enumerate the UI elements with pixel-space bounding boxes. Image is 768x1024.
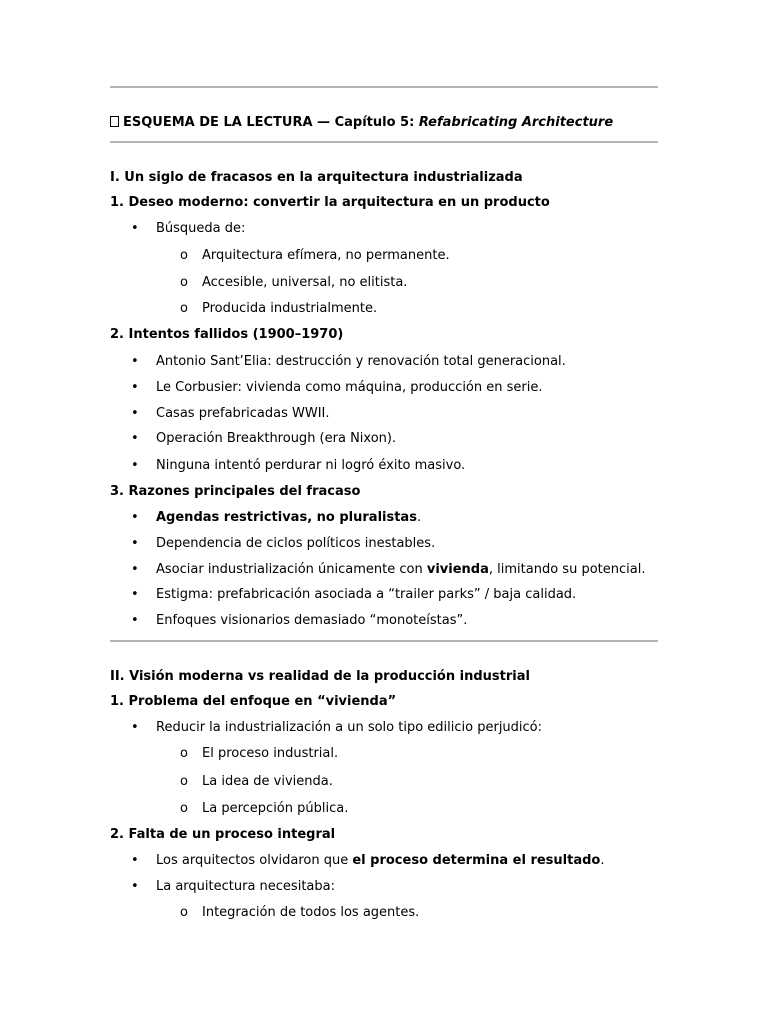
title-divider [110, 141, 658, 143]
subsection-heading: 3. Razones principales del fracaso [110, 484, 361, 499]
bullet-marker: • [131, 431, 139, 446]
subitem-marker: o [180, 801, 188, 816]
bullet-marker: • [131, 510, 139, 525]
top-divider [110, 86, 658, 88]
bullet-marker: • [131, 536, 139, 551]
subitem-marker: o [180, 774, 188, 789]
bullet-marker: • [131, 221, 139, 236]
document-page: ESQUEMA DE LA LECTURA — Capítulo 5: Refabricating Architecture I. Un siglo de fracasos en la arquitectura industrializada 1. Deseo moderno: convertir la arquitectura en un producto • Búsqueda de: o Arquitectura efímera, no permanente. o Accesible, universal, no elitista. o Producida industrialmente. 2. Intentos fallidos (1900–1970) • Antonio Sant’Elia: destrucción y renovación total generacional. • Le Corbusier: vivienda como máquina, producción en serie. • Casas prefabricadas WWII. • Operación Breakthrough (era Nixon). • Ninguna intentó perdurar ni logró éxito masivo. 3. Razones principales del fracaso • Agendas restrictivas, no pluralistas. • Dependencia de ciclos políticos inestables. • Asociar industrialización únicamente con vivienda, limitando su potencial. • Estigma: prefabricación asociada a “trailer parks” / baja calidad. • Enfoques visionarios demasiado “monoteístas”. II. Visión moderna vs realidad de la producción industrial 1. Problema del enfoque en “vivienda” • Reducir la industrialización a un solo tipo edilicio perjudicó: o El proceso industrial. o La idea de vivienda. o La percepción pública. 2. Falta de un proceso integral • Los arquitectos olvidaron que el proceso determina el resultado. • La arquitectura necesitaba: o Integración de todos los agentes. [0, 0, 768, 1024]
bullet-marker: • [131, 458, 139, 473]
page-title: ESQUEMA DE LA LECTURA — Capítulo 5: Refabricating Architecture [110, 115, 613, 131]
bullet-marker: • [131, 562, 139, 577]
subsection-heading: 1. Deseo moderno: convertir la arquitectura en un producto [110, 195, 550, 210]
bullet-marker: • [131, 380, 139, 395]
section-divider [110, 640, 658, 642]
bullet-marker: • [131, 720, 139, 735]
bullet-marker: • [131, 406, 139, 421]
subsection-heading: 1. Problema del enfoque en “vivienda” [110, 694, 397, 709]
subitem-marker: o [180, 301, 188, 316]
section-heading: II. Visión moderna vs realidad de la producción industrial [110, 669, 530, 684]
subitem-marker: o [180, 905, 188, 920]
subitem-marker: o [180, 275, 188, 290]
subsection-heading: 2. Falta de un proceso integral [110, 827, 336, 842]
bullet-marker: • [131, 354, 139, 369]
subitem-marker: o [180, 248, 188, 263]
bullet-marker: • [131, 853, 139, 868]
document-icon [110, 116, 119, 127]
bullet-marker: • [131, 587, 139, 602]
section-heading: I. Un siglo de fracasos en la arquitectura industrializada [110, 170, 523, 185]
bullet-marker: • [131, 613, 139, 628]
bullet-marker: • [131, 879, 139, 894]
subsection-heading: 2. Intentos fallidos (1900–1970) [110, 327, 344, 342]
subitem-marker: o [180, 746, 188, 761]
